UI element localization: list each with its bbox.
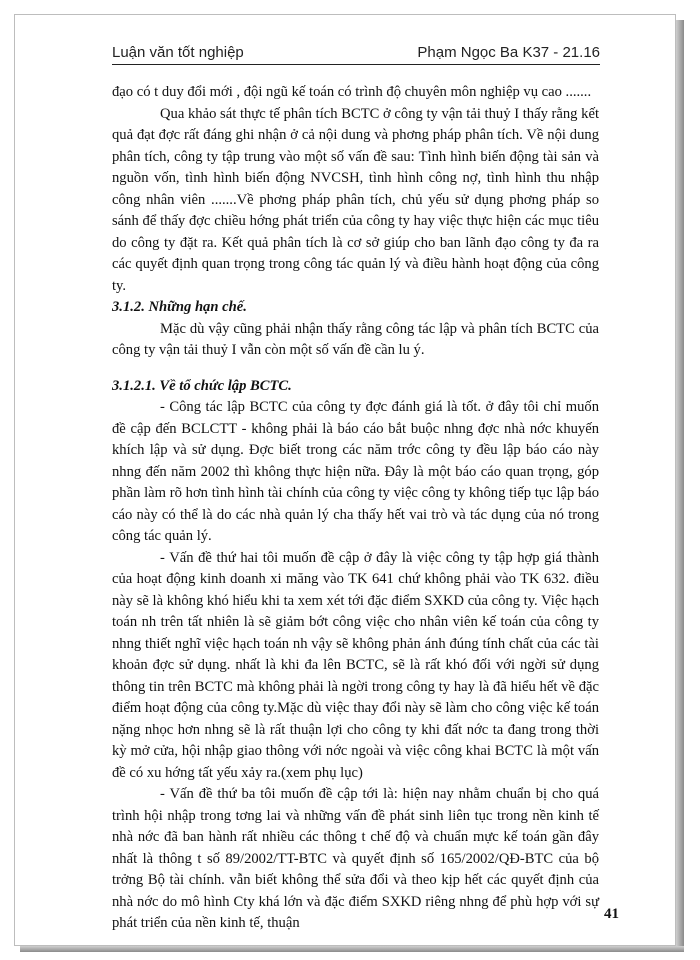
page-shadow-bottom: [20, 946, 684, 952]
subsection-heading-bctc: 3.1.2.1. Về tổ chức lập BCTC.: [112, 377, 292, 394]
paragraph-continuation: đạo có t duy đổi mới , đội ngũ kế toán có trình độ chuyên môn nghiệp vụ cao .......: [112, 84, 592, 100]
document-body: [112, 82, 599, 935]
page-number: 41: [604, 906, 619, 922]
paragraph-issue-two: - Vấn đề thứ hai tôi muốn đề cập ở đây là việc công ty tập hợp giá thành của hoạt động kinh doanh xi măng vào TK 641 chứ không phải vào TK 632. điều này sẽ là không khó hiểu khi ta xem xét tới đặc điểm SXKD của công ty. Việc hạch toán nh trên tất nhiên là sẽ giảm bớt công việc cho nhân viên kế toán của công ty nhng thiết nghĩ việc hạch toán nh vậy sẽ không phản ánh đúng tính chất của các tài khoản đợc sử dụng. nhất là khi đa lên BCTC, sẽ là rất khó đối với ngời sử dụng thông tin trên BCTC mà không phải là ngời trong công ty hay là đã hiểu hết về đặc điểm hoạt động của công ty.Mặc dù việc thay đổi này sẽ làm cho công việc kế toán nặng nhọc hơn nhng sẽ là rất thuận lợi cho công ty khi đất nớc ta đang trong thời kỳ mở cửa, hội nhập giao thông với nớc ngoài và việc công khai BCTC là một vấn đề có xu hớng tất yếu xảy ra.(xem phụ lục): [112, 549, 599, 781]
paragraph-analysis: Qua khảo sát thực tế phân tích BCTC ở công ty vận tải thuỷ I thấy rằng kết quả đạt đợc rất đáng ghi nhận ở cả nội dung và phơng pháp phân tích. Về nội dung phân tích, công ty tập trung vào một số vấn đề sau: Tình hình biến động tài sản và nguồn vốn, tình hình biến động NVCSH, tình hình công nợ, tình hình thu nhập công nhân viên .......Về phơng pháp phân tích, chủ yếu sử dụng phơng pháp so sánh để thấy đợc chiều hớng phát triển của công ty hay việc thực hiện các mục tiêu do công ty đặt ra. Kết quả phân tích là cơ sở giúp cho ban lãnh đạo công ty đa ra các quyết định quan trọng trong công tác quản lý và điều hành hoạt động của công ty.: [112, 105, 599, 294]
paragraph-issue-three: - Vấn đề thứ ba tôi muốn đề cập tới là: hiện nay nhằm chuẩn bị cho quá trình hội nhập trong tơng lai và những vấn đề phát sinh liên tục trong nền kinh tế nhà nớc đã ban hành rất nhiều các thông t chế độ và chuẩn mực kế toán gần đây nhất là thông t số 89/2002/TT-BTC và quyết định số 165/2002/QĐ-BTC của bộ trởng Bộ tài chính. vẫn biết không thể sửa đổi và theo kịp hết các quyết định của nhà nớc do mô hình Cty khá lớn và đặc điểm SXKD riêng nhng để phù hợp với sự phát triển của nền kinh tế, thuận: [112, 786, 599, 931]
page-shadow-right: [676, 20, 684, 950]
section-heading-limitations: 3.1.2. Những hạn chế.: [112, 299, 247, 315]
paragraph-issue-one: - Công tác lập BCTC của công ty đợc đánh giá là tốt. ở đây tôi chỉ muốn đề cập đến BCLCTT - không phải là báo cáo bắt buộc nhng đợc nhà nớc khuyến khích lập và sử dụng. Đợc biết trong các năm trớc công ty đều lập báo cáo này nhng đến năm 2002 thì không thực hiện nữa. Đây là một báo cáo quan trọng, góp phần làm rõ hơn tình hình tài chính của công ty việc công ty không tiếp tục lập báo cáo này có thể là do các nhà quản lý cha thấy hết vai trò và tác dụng của nó trong công tác quản lý.: [112, 399, 599, 544]
page-header: [112, 40, 600, 65]
paragraph-limitations-intro: Mặc dù vậy cũng phải nhận thấy rằng công tác lập và phân tích BCTC của công ty vận tải thuỷ I vẫn còn một số vấn đề cần lu ý.: [112, 320, 599, 358]
header-author: Phạm Ngọc Ba K37 - 21.16: [417, 44, 600, 61]
header-title: Luận văn tốt nghiệp: [112, 44, 244, 61]
